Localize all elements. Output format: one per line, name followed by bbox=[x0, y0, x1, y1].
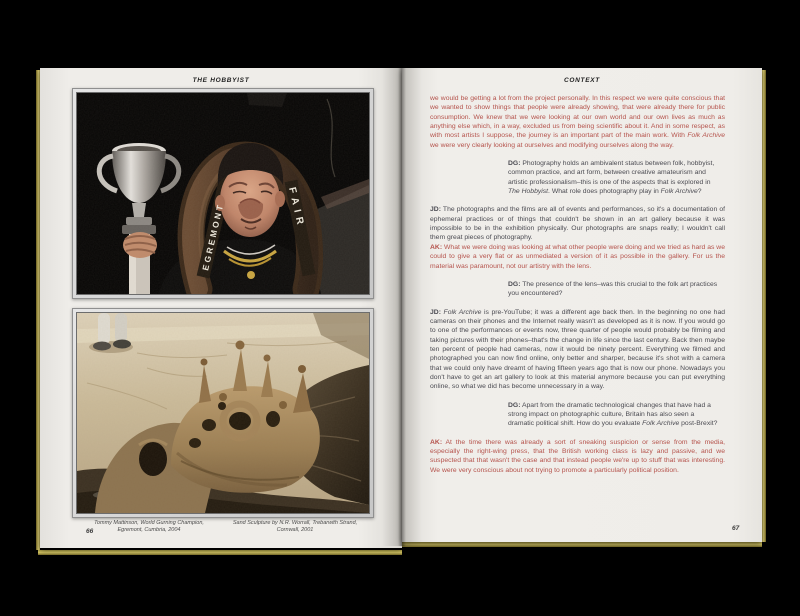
interview-paragraph-dg3: DG: Apart from the dramatic technological changes that have had a strong impact on photographic culture, Britain has also seen a dramatic political shift. How do you evaluate Folk Archive post-Brexit? bbox=[508, 401, 718, 428]
caption-row bbox=[76, 520, 368, 534]
interview-text bbox=[430, 94, 725, 484]
interview-paragraph-ak1: AK: What we were doing was looking at what other people were doing and we tried as hard as we could to give a very flat or as unmediated a version of it as possible in the gallery. For us the material was paramount, not our artistry with the lens. bbox=[430, 243, 725, 270]
right-running-head: CONTEXT bbox=[564, 77, 600, 84]
interview-paragraph-dg2: DG: The presence of the lens–was this crucial to the folk art practices you encountered? bbox=[508, 280, 718, 298]
right-page bbox=[402, 68, 762, 542]
interview-paragraph-ak-cont: we would be getting a lot from the project personally. In this respect we were quite conscious that we wanted to show things that people were already showing, that were already there for public consumption. We knew that we were looking at our own world and our own lives as much as anything else which, in a way, excluded us from being scientific about it. And in some respect, as with most artists I suppose, the journey is an important part of the main work. With Folk Archive we were very clearly looking at ourselves and modifying ourselves along the way. bbox=[430, 95, 725, 149]
interview-paragraph-jd2: JD: Folk Archive is pre-YouTube; it was a different age back then. In the beginning no one had cameras on their phones and the Internet really wasn't as developed as it is now. If you would go to one of the performances or events now, three quarter of people would probably be filming and taking pictures with their phones–that's the change in life since the last century. Back then maybe ten percent of people had cameras, now it would be ninety percent. Everything we filmed and photographed you can now find online, only better and sharper, because it's shot with a camera that we could only have dreamt of having fifteen years ago that is now our phone. Nowadays you don't have to get an art gallery to look at this material anymore because you can put everything online, so what we did has become unnecessary in a way. bbox=[430, 308, 726, 391]
left-running-head: THE HOBBYIST bbox=[192, 77, 250, 84]
book-spread bbox=[36, 68, 766, 556]
page-edge-bottom-left bbox=[38, 550, 402, 555]
gurning-photo-frame bbox=[72, 88, 374, 299]
page-number-right: 67 bbox=[732, 525, 740, 532]
left-page bbox=[40, 68, 402, 548]
interview-paragraph-dg1: DG: Photography holds an ambivalent status between folk, hobbyist, common practice, and art form, between creative amateurism and artistic professionalism–this is one of the aspects that is explored in The Hobbyist. What role does photography play in Folk Archive? bbox=[508, 160, 715, 196]
sand-photo-frame bbox=[72, 308, 374, 518]
caption-sand-sculpture: Sand Sculpture by N.R. Worrall, Trebarwith Strand, Cornwall, 2001 bbox=[232, 520, 358, 533]
page-edge-right bbox=[762, 70, 766, 542]
gurning-champion-photo bbox=[76, 92, 370, 295]
page-number-left: 66 bbox=[86, 528, 94, 535]
interview-paragraph-ak2: AK: At the time there was already a sort of sneaking suspicion or sense from the media, especially the right-wing press, that the British working class is lazy and passive, and we suspected that that wasn't the case and that instead people we're up to stuff that was interesting. We were very conscious about not trying to promote a particularly political position. bbox=[430, 438, 725, 474]
interview-paragraph-jd1: JD: The photographs and the films are all of events and performances, so it's a documentation of ephemeral practices or of things that couldn't be shown in an art gallery because it was impossible to be in the exhibition physically. Our photographs are snaps really; I wouldn't call them great pieces of photography. bbox=[430, 206, 725, 242]
sand-sculpture-photo bbox=[76, 312, 370, 514]
page-edge-bottom-right bbox=[402, 542, 762, 547]
caption-gurning: Tommy Mattinson, World Gurning Champion, Egremont, Cumbria, 2004 bbox=[94, 520, 204, 533]
